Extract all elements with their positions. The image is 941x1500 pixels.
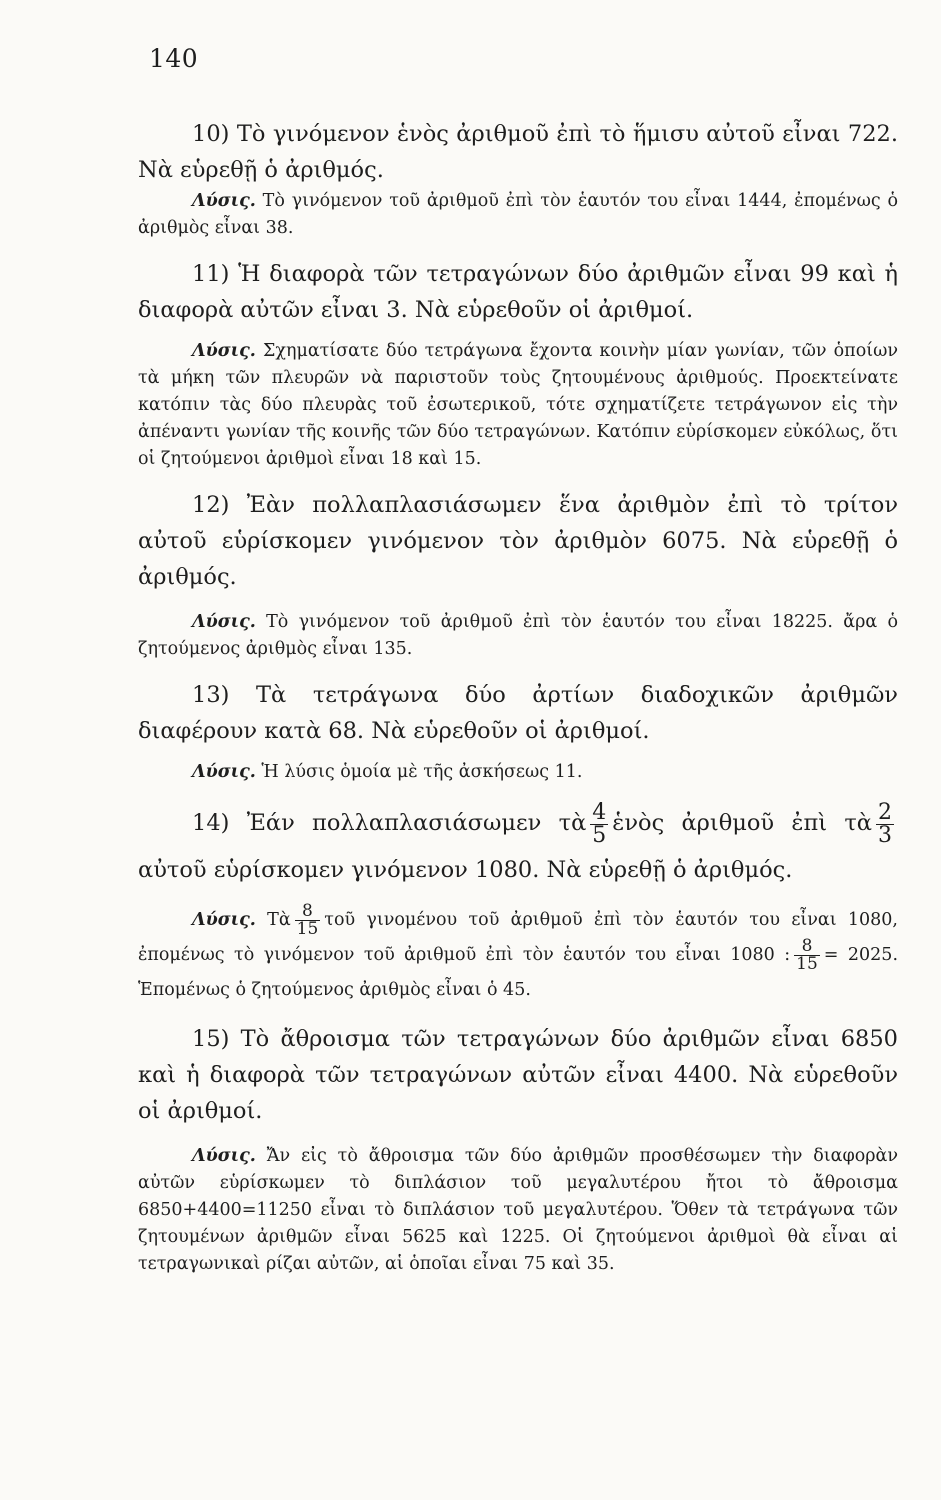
solution-12	[138, 609, 898, 663]
problem-13: 13) Τὰ τετράγωνα δύο ἀρτίων διαδοχικῶν ἀριθμῶν διαφέρουν κατὰ 68. Νὰ εὑρεθοῦν οἱ ἀριθμοί.	[138, 682, 898, 744]
fraction-denominator: 5	[592, 822, 607, 848]
fraction-denominator: 15	[296, 918, 319, 939]
solution-text: Τὸ γινόμενον τοῦ ἀριθμοῦ ἐπὶ τὸν ἑαυτόν του εἶναι 18225. ἄρα ὁ ζητούμενος ἀριθμὸς εἶναι 135.	[138, 612, 898, 659]
fraction-8-15	[794, 935, 820, 974]
solution-label: Λύσις.	[192, 612, 256, 632]
fraction-numerator: 8	[302, 900, 313, 921]
solution-14-text-1: Τὰ	[255, 909, 291, 930]
solution-label: Λύσις.	[192, 341, 256, 361]
solution-13	[138, 759, 898, 786]
fraction-4-5	[590, 799, 608, 848]
page-number: 140	[149, 44, 199, 73]
solution-label: Λύσις.	[192, 762, 256, 782]
fraction-8-15	[295, 900, 321, 939]
page-content	[138, 116, 898, 1278]
solution-label: Λύσις.	[192, 909, 256, 930]
solution-15	[138, 1143, 898, 1278]
solution-label: Λύσις.	[192, 1145, 256, 1166]
fraction-2-3	[876, 799, 894, 848]
solution-text: Ἄν εἰς τὸ ἄθροισμα τῶν δύο ἀριθμῶν προσθέσωμεν τὴν διαφορὰν αὐτῶν εὑρίσκωμεν τὸ διπλάσιον τοῦ μεγαλυτέρου ἤτοι τὸ ἄθροισμα 6850+4400=11250 εἶναι τὸ διπλάσιον τοῦ μεγαλυτέρου. Ὅθεν τὰ τετράγωνα τῶν ζητουμένων ἀριθμῶν εἶναι 5625 καὶ 1225. Οἱ ζητούμενοι ἀριθμοὶ θὰ εἶναι αἱ τετραγωνικαὶ ρίζαι αὐτῶν, αἱ ὁποῖαι εἶναι 75 καὶ 35.	[138, 1145, 898, 1274]
solution-14-text-3: = 2025. Ἑπομένως ὁ ζητούμενος ἀριθμὸς εἶναι ὁ 45.	[138, 944, 899, 1000]
problem-14-text-2: ἑνὸς ἀριθμοῦ ἐπὶ τὰ	[612, 810, 872, 836]
solution-10	[138, 188, 898, 242]
problem-14-text-1: 14) Ἐάν πολλαπλασιάσωμεν τὰ	[192, 810, 587, 836]
problem-14-text-3: αὐτοῦ εὑρίσκομεν γινόμενον 1080. Νὰ εὑρεθῇ ὁ ἀριθμός.	[138, 856, 793, 883]
solution-label: Λύσις.	[192, 191, 256, 211]
problem-14	[138, 800, 898, 893]
fraction-denominator: 15	[796, 953, 818, 974]
problem-12: 12) Ἐὰν πολλαπλασιάσωμεν ἕνα ἀριθμὸν ἐπὶ τὸ τρίτον αὐτοῦ εὑρίσκομεν γινόμενον τὸν ἀριθμὸν 6075. Νὰ εὑρεθῇ ὁ ἀριθμός.	[138, 492, 898, 590]
problem-11: 11) Ἡ διαφορὰ τῶν τετραγώνων δύο ἀριθμῶν εἶναι 99 καὶ ἡ διαφορὰ αὐτῶν εἶναι 3. Νὰ εὑρεθοῦν οἱ ἀριθμοί.	[138, 261, 898, 323]
fraction-numerator: 4	[592, 799, 607, 825]
solution-text: Τὸ γινόμενον τοῦ ἀριθμοῦ ἐπὶ τὸν ἑαυτόν του εἶναι 1444, ἐπομένως ὁ ἀριθμὸς εἶναι 38.	[138, 191, 898, 238]
solution-text: Ἡ λύσις ὁμοία μὲ τῆς ἀσκήσεως 11.	[255, 762, 583, 782]
solution-14	[138, 900, 899, 1007]
solution-text: Σχηματίσατε δύο τετράγωνα ἔχοντα κοινὴν μίαν γωνίαν, τῶν ὁποίων τὰ μήκη τῶν πλευρῶν νὰ παριστοῦν τοὺς ζητουμένους ἀριθμούς. Προεκτείνατε κατόπιν τὰς δύο πλευρὰς τοῦ ἐσωτερικοῦ, τότε σχηματίζετε τετράγωνον εἰς τὴν ἀπέναντι γωνίαν τῆς κοινῆς τῶν δύο τετραγώνων. Κατόπιν εὑρίσκομεν εὐκόλως, ὅτι οἱ ζητούμενοι ἀριθμοὶ εἶναι 18 καὶ 15.	[138, 341, 898, 469]
problem-10: 10) Τὸ γινόμενον ἑνὸς ἀριθμοῦ ἐπὶ τὸ ἥμισυ αὐτοῦ εἶναι 722. Νὰ εὑρεθῇ ὁ ἀριθμός.	[138, 121, 898, 183]
solution-11	[138, 338, 898, 473]
fraction-numerator: 2	[878, 799, 892, 825]
solution-14-text-2: τοῦ γινομένου τοῦ ἀριθμοῦ ἐπὶ τὸν ἑαυτόν του εἶναι 1080, ἐπομένως τὸ γινόμενον τοῦ ἀριθμοῦ ἐπὶ τὸν ἑαυτόν του εἶναι 1080 :	[138, 909, 898, 965]
fraction-numerator: 8	[801, 935, 813, 956]
fraction-denominator: 3	[878, 822, 892, 848]
problem-15: 15) Τὸ ἄθροισμα τῶν τετραγώνων δύο ἀριθμῶν εἶναι 6850 καὶ ἡ διαφορὰ τῶν τετραγώνων αὐτῶν εἶναι 4400. Νὰ εὑρεθοῦν οἱ ἀριθμοί.	[138, 1025, 898, 1124]
